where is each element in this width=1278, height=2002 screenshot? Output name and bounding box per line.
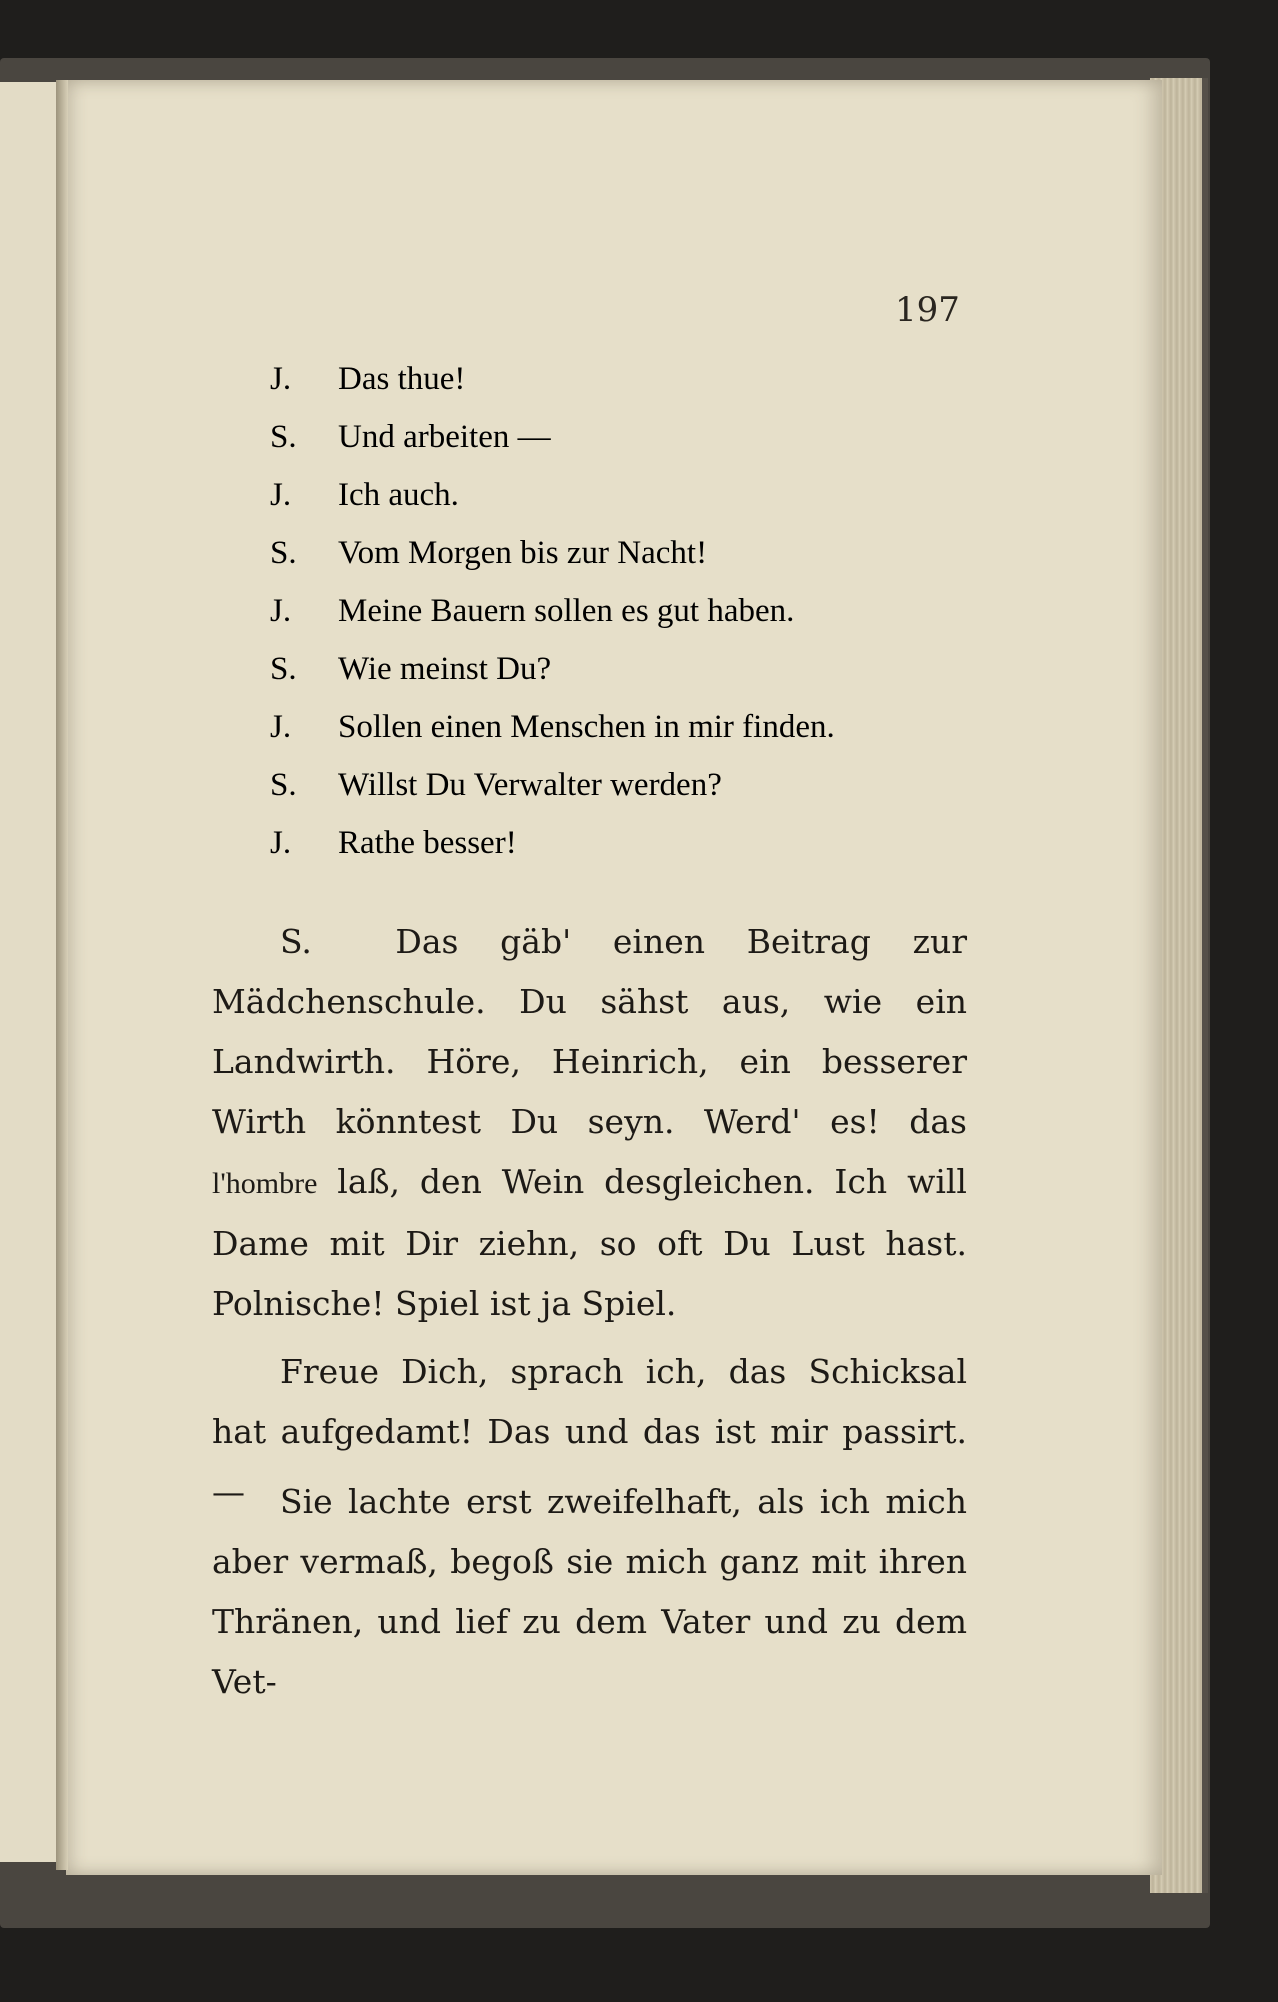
speaker-label: S. [270, 534, 297, 571]
dialogue-text: Wie meinst Du? [338, 650, 552, 687]
speaker-label: S. [280, 922, 312, 961]
speaker-label: J. [270, 360, 292, 397]
left-page-edge [0, 82, 62, 1862]
dialogue-line [270, 350, 835, 408]
dialogue-text: Und arbeiten — [338, 418, 551, 455]
speaker-label: J. [270, 592, 292, 629]
dialogue-text: Das thue! [338, 360, 466, 397]
speaker-label: S. [270, 418, 297, 455]
paragraph-text: laß, den Wein desgleichen. Ich will Dame mit Dir ziehn, so oft Du Lust hast. Polnische! Spiel ist ja Spiel. [212, 1162, 967, 1323]
paragraph-text: Das gäb' einen Beitrag zur Mädchenschule. Du sähst aus, wie ein Landwirth. Höre, Heinrich, ein besserer Wirth könntest Du seyn. Werd' es! das [212, 922, 967, 1141]
paragraph-narration-2: Sie lachte erst zweifelhaft, als ich mich aber vermaß, begoß sie mich ganz mit ihren Thränen, und lief zu dem Vater und zu dem Vet- [212, 1482, 967, 1701]
dialogue-line [270, 814, 835, 872]
dialogue-line [270, 408, 835, 466]
dialogue-text: Meine Bauern sollen es gut haben. [338, 592, 795, 629]
speaker-label: J. [270, 708, 292, 745]
dialogue-line [270, 698, 835, 756]
speaker-label: S. [270, 650, 297, 687]
paragraph-wife-speech [212, 912, 967, 1334]
dialogue-text: Rathe besser! [338, 824, 517, 861]
page-number: 197 [895, 290, 960, 330]
dialogue-line [270, 640, 835, 698]
speaker-label: J. [270, 824, 292, 861]
dialogue-text: Sollen einen Menschen in mir finden. [338, 708, 835, 745]
dialogue-line [270, 466, 835, 524]
dialogue-text: Willst Du Verwalter werden? [338, 766, 722, 803]
speaker-label: J. [270, 476, 292, 513]
dialogue-text: Ich auch. [338, 476, 459, 513]
dialogue-list [270, 350, 835, 872]
paragraph-narration-1: Freue Dich, sprach ich, das Schicksal hat aufgedamt! Das und das ist mir passirt. — [212, 1352, 967, 1511]
dialogue-text: Vom Morgen bis zur Nacht! [338, 534, 708, 571]
dialogue-line [270, 582, 835, 640]
roman-word: l'hombre [212, 1167, 318, 1200]
book-gutter [56, 80, 68, 1870]
speaker-label: S. [270, 766, 297, 803]
dialogue-line [270, 524, 835, 582]
dialogue-line [270, 756, 835, 814]
